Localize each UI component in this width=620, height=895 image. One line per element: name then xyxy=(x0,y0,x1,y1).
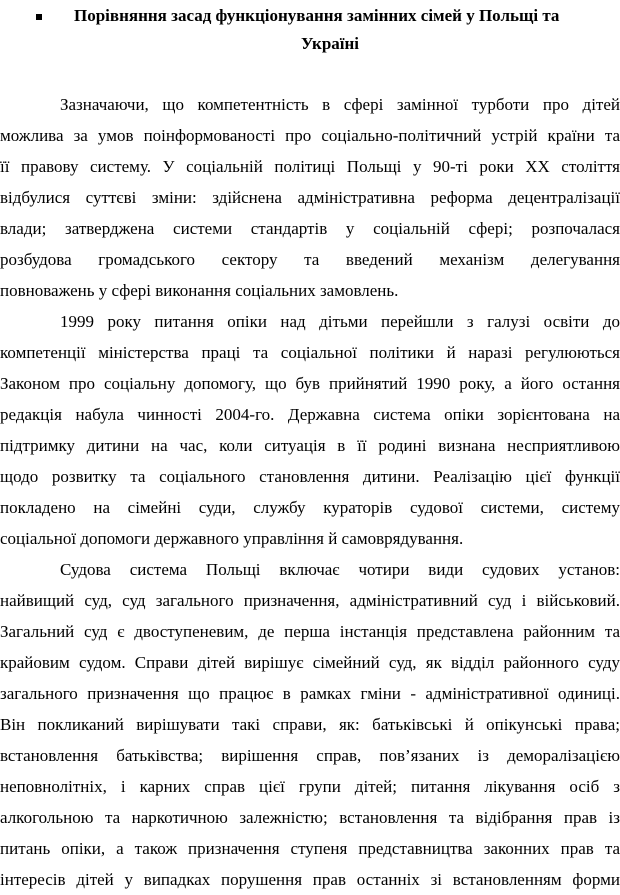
text-line: Загальний суд є двоступеневим, де перша інстанція представлена районним та xyxy=(0,622,620,641)
text-line: можлива за умов поінформованості про соціально-політичний устрій країни та xyxy=(0,126,620,145)
text-line: соціальної допомоги державного управління й самоврядування. xyxy=(0,529,464,548)
text-line: розбудова громадського сектору та введений механізм делегування xyxy=(0,250,620,269)
text-line: Зазначаючи, що компетентність в сфері замінної турботи про дітей xyxy=(60,95,620,114)
text-line: редакція набула чинності 2004-го. Державна система опіки зорієнтована на xyxy=(0,405,620,424)
text-line: питань опіки, а також призначення ступеня представництва законних прав та xyxy=(0,839,620,858)
text-line: найвищий суд, суд загального призначення, адміністративний суд і військовий. xyxy=(0,591,620,610)
text-line: Законом про соціальну допомогу, що був прийнятий 1990 року, а його остання xyxy=(0,374,620,393)
text-line: влади; затверджена системи стандартів у соціальній сфері; розпочалася xyxy=(0,219,620,238)
text-line: алкогольною та наркотичною залежністю; встановлення та відібрання прав із xyxy=(0,808,620,827)
heading-line-1: Порівняння засад функціонування замінних сімей у Польщі та xyxy=(74,6,560,25)
text-line: повноважень у сфері виконання соціальних замовлень. xyxy=(0,281,399,300)
text-line: відбулися суттєві зміни: здійснена адміністративна реформа децентралізації xyxy=(0,188,620,207)
text-line: крайовим судом. Справи дітей вирішує сімейний суд, як відділ районного суду xyxy=(0,653,620,672)
text-line: підтримку дитини на час, коли ситуація в її родині визнана несприятливою xyxy=(0,436,620,455)
text-line: її правову систему. У соціальній політиці Польщі у 90-ті роки ХХ століття xyxy=(0,157,620,176)
text-line: загального призначення що працює в рамках гміни - адміністративної одиниці. xyxy=(0,684,620,703)
text-line: щодо розвитку та соціального становлення дитини. Реалізацію цієї функції xyxy=(0,467,620,486)
body-text xyxy=(0,89,620,895)
text-line: компетенції міністерства праці та соціальної політики й наразі регулюються xyxy=(0,343,620,362)
text-line: 1999 року питання опіки над дітьми перейшли з галузі освіти до xyxy=(60,312,620,331)
text-line: встановлення батьківства; вирішення справ, пов’язаних із деморалізацією xyxy=(0,746,620,765)
heading-line-2: Україні xyxy=(300,34,360,53)
text-line: Судова система Польщі включає чотири види судових установ: xyxy=(60,560,620,579)
text-line: неповнолітніх, і карних справ цієї групи дітей; питання лікування осіб з xyxy=(0,777,620,796)
text-line: інтересів дітей у випадках порушення прав останніх зі встановленням форми xyxy=(0,870,620,889)
square-bullet-icon xyxy=(36,14,42,20)
text-line: покладено на сімейні суди, службу кураторів судової системи, систему xyxy=(0,498,620,517)
text-line: Він покликаний вирішувати такі справи, як: батьківські й опікунські права; xyxy=(0,715,620,734)
